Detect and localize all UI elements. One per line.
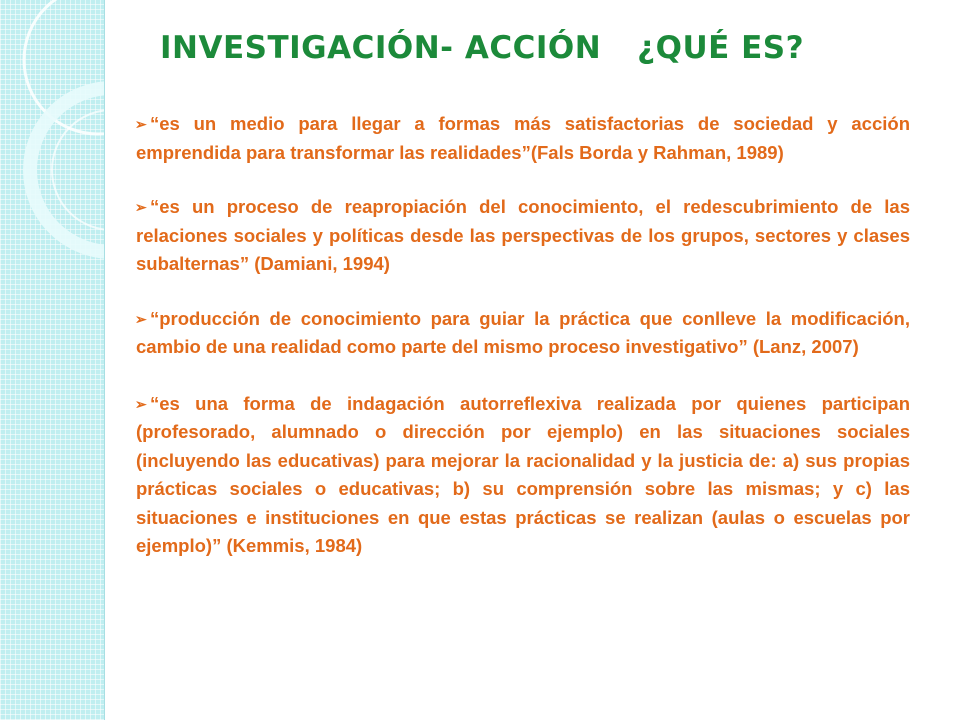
decorative-circles-graphic — [0, 0, 104, 720]
arrow-bullet-icon: ➢ — [135, 199, 147, 215]
definition-item — [136, 110, 910, 167]
definition-text: “es un medio para llegar a formas más satisfactorias de sociedad y acción emprendida para transformar las realidades”(Fals Borda y Rahman, 1989) — [136, 113, 910, 163]
definition-text: “es un proceso de reapropiación del conocimiento, el redescubrimiento de las relaciones sociales y políticas desde las perspectivas de los grupos, sectores y clases subalternas” (Damiani, 1994) — [136, 196, 910, 274]
arrow-bullet-icon: ➢ — [135, 395, 147, 412]
title-main: INVESTIGACIÓN- ACCIÓN — [160, 30, 602, 66]
definition-text: “es una forma de indagación autorreflexiva realizada por quienes participan (profesorado, alumnado o dirección por ejemplo) en las situaciones sociales (incluyendo las educativas) para mejorar la racionalidad y la justicia de: a) sus propias prácticas sociales o educativas; b) su comprensión sobre las mismas; y c) las situaciones e instituciones en que estas prácticas se realizan (aulas o escuelas por ejemplo)” (Kemmis, 1984) — [136, 392, 910, 556]
page-title — [160, 30, 940, 66]
arrow-bullet-icon: ➢ — [135, 310, 147, 327]
decorative-side-panel — [0, 0, 105, 720]
definition-item — [136, 390, 910, 561]
definition-text: “producción de conocimiento para guiar la práctica que conlleve la modificación, cambio de una realidad como parte del mismo proceso investigativo” (Lanz, 2007) — [136, 307, 910, 357]
arrow-bullet-icon: ➢ — [135, 116, 147, 132]
definitions-list — [136, 110, 910, 589]
definition-item — [136, 305, 910, 362]
title-question: ¿QUÉ ES? — [637, 30, 805, 66]
definition-item — [136, 193, 910, 279]
